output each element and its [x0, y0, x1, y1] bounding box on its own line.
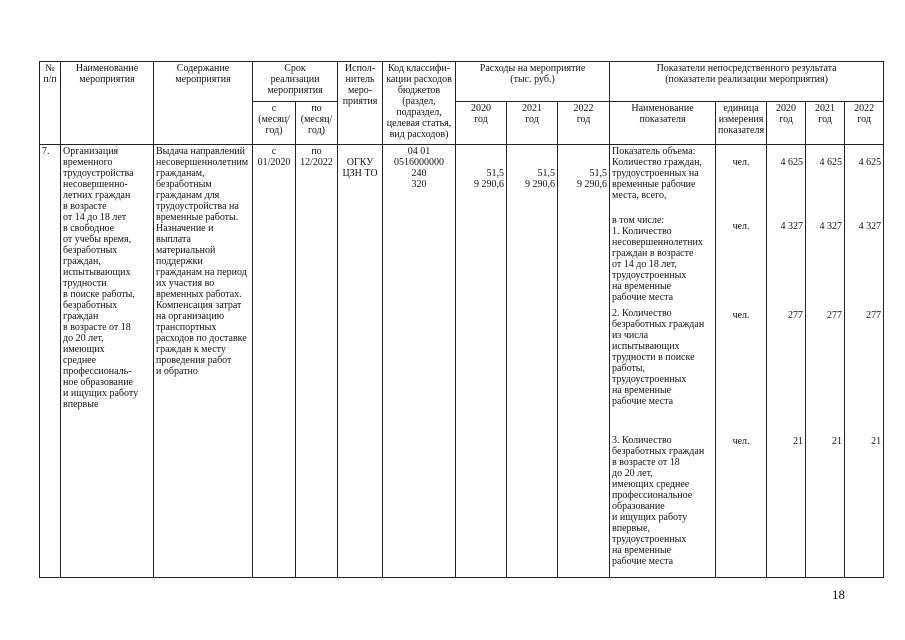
row-executor: ОГКУ ЦЗН ТО [342, 157, 378, 179]
indicator-values-2021 [806, 145, 845, 578]
indicator-unit-3: чел. [732, 436, 750, 447]
indicator-2022-total: 4 625 [858, 157, 882, 168]
indicator-name-3: 3. Количество безработных граждан в возрасте от 18 до 20 лет, имеющих среднее профессиональное образование и ищущих работу впервые, трудоустроенных на временные рабочие места [612, 435, 705, 567]
indicator-values-2022 [845, 145, 884, 578]
indicator-2021-1: 4 327 [819, 221, 843, 232]
row-exp-2021: 51,5 9 290,6 [525, 168, 556, 190]
row-term-from: с 01/2020 [253, 145, 296, 578]
indicator-unit-2: чел. [732, 310, 750, 321]
header-exp-2021: 2021 год [507, 102, 558, 145]
header-num: № п/п [40, 62, 61, 145]
indicator-2021-2: 277 [827, 310, 843, 321]
header-term-from: с (месяц/ год) [253, 102, 296, 145]
row-name: Организация временного трудоустройства несовершенно- летних граждан в возрасте от 14 до 18 лет в свободное от учебы время, безработных граждан, испытывающих трудности в поиске работы, безработных граждан в возрасте от 18 до 20 лет, имеющих среднее профессиональ- ное образование и ищущих работу впервые [61, 145, 154, 578]
header-expenses: Расходы на мероприятие (тыс. руб.) [456, 62, 610, 102]
indicator-2022-3: 21 [871, 436, 882, 447]
row-exp-2020-cell [456, 145, 507, 578]
row-exp-2022-cell [558, 145, 610, 578]
row-exp-2020: 51,5 9 290,6 [474, 168, 505, 190]
indicator-2022-1: 4 327 [858, 221, 882, 232]
header-term: Срок реализации мероприятия [253, 62, 338, 102]
indicator-2020-1: 4 327 [780, 221, 804, 232]
header-term-to: по (месяц/ год) [296, 102, 338, 145]
row-num: 7. [40, 145, 61, 578]
indicator-2022-2: 277 [866, 310, 882, 321]
indicator-name-1: в том числе: 1. Количество несовершеннолетних граждан в возрасте от 14 до 18 лет, трудоустроенных на временные рабочие места [612, 215, 703, 303]
header-exp-2020: 2020 год [456, 102, 507, 145]
indicator-2020-total: 4 625 [780, 157, 804, 168]
header-content: Содержание мероприятия [154, 62, 253, 145]
indicator-2020-2: 277 [788, 310, 804, 321]
header-executor: Испол- нитель меро- приятия [338, 62, 383, 145]
header-results: Показатели непосредственного результата (показатели реализации мероприятия) [610, 62, 884, 102]
header-exp-2022: 2022 год [558, 102, 610, 145]
header-res-2020: 2020 год [767, 102, 806, 145]
indicator-name-2: 2. Количество безработных граждан из числа испытывающих трудности в поиске работы, трудоустроенных на временные рабочие места [612, 308, 705, 407]
row-budget-code: 04 01 0516000000 240 320 [383, 145, 456, 578]
row-content: Выдача направлений несовершеннолетним гражданам, безработным гражданам для трудоустройства на временные работы. Назначение и выплата материальной поддержки гражданам на период их участия во временных работах. Компенсация затрат на организацию транспортных расходов по доставке граждан к месту проведения работ и обратно [154, 145, 253, 578]
indicator-2021-3: 21 [832, 436, 843, 447]
header-indicator-name: Наименование показателя [610, 102, 716, 145]
header-unit: единица измерения показателя [716, 102, 767, 145]
header-res-2021: 2021 год [806, 102, 845, 145]
row-executor-cell [338, 145, 383, 578]
indicator-unit-total: чел. [732, 157, 750, 168]
header-budget-code: Код классифи- кации расходов бюджетов (раздел, подраздел, целевая статья, вид расходов) [383, 62, 456, 145]
indicator-unit-1: чел. [732, 221, 750, 232]
indicator-names [610, 145, 716, 578]
indicator-2021-total: 4 625 [819, 157, 843, 168]
row-term-to: по 12/2022 [296, 145, 338, 578]
table-row [40, 145, 884, 578]
program-table [39, 61, 884, 578]
header-res-2022: 2022 год [845, 102, 884, 145]
indicator-name-total: Показатель объема: Количество граждан, трудоустроенных на временные рабочие места, всего, [612, 146, 702, 201]
row-exp-2021-cell [507, 145, 558, 578]
page-number: 18 [832, 587, 845, 602]
indicator-units [716, 145, 767, 578]
header-name: Наименование мероприятия [61, 62, 154, 145]
indicator-values-2020 [767, 145, 806, 578]
row-exp-2022: 51,5 9 290,6 [577, 168, 608, 190]
indicator-2020-3: 21 [793, 436, 804, 447]
